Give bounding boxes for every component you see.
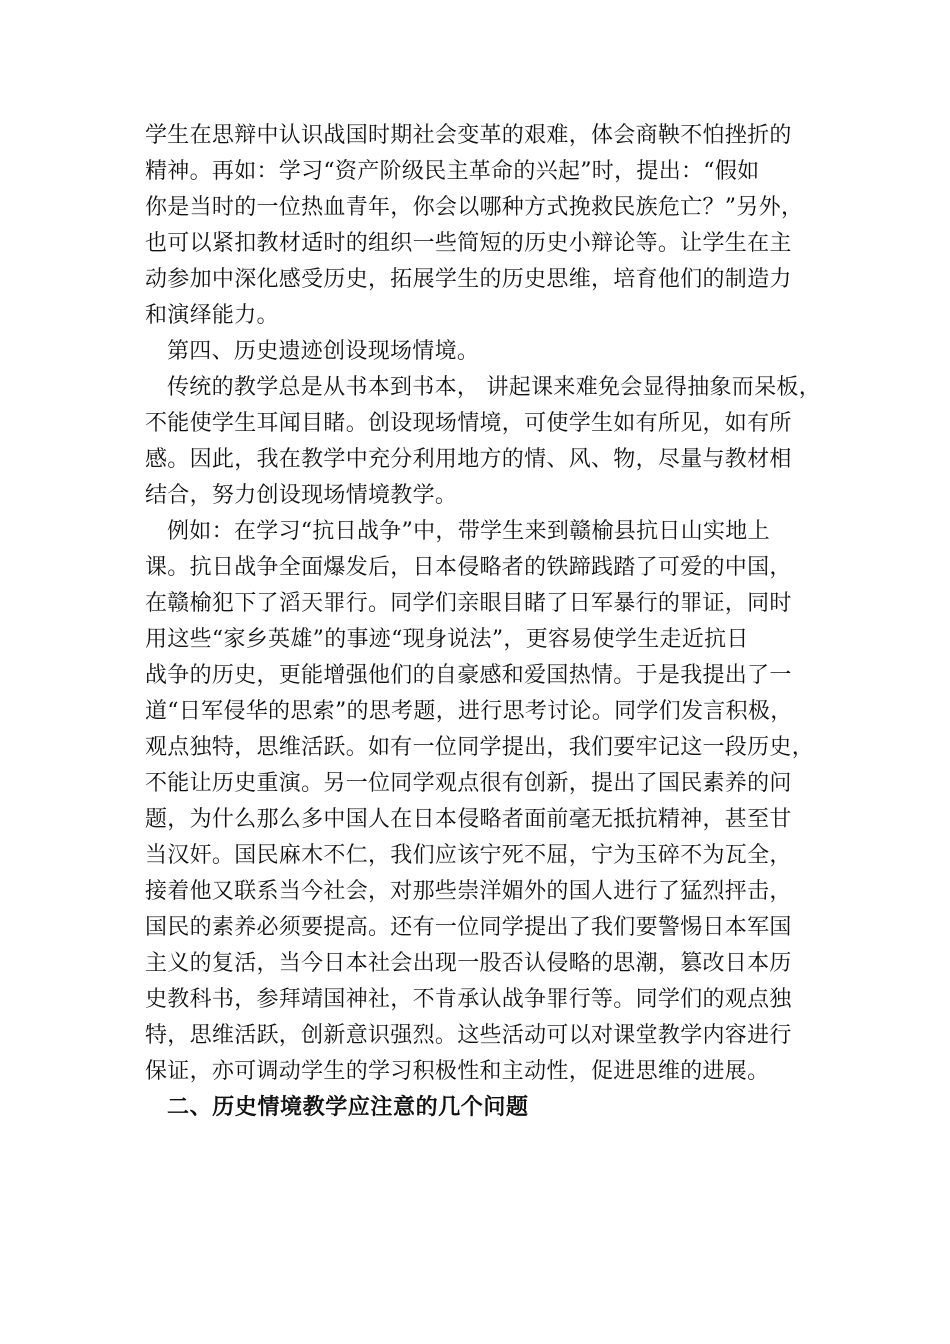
paragraph-line: 感。因此，我在教学中充分利用地方的情、风、物，尽量与教材相 [145,447,792,472]
paragraph-line: 在赣榆犯下了滔天罪行。同学们亲眼目睹了日军暴行的罪证，同时 [145,591,792,616]
paragraph-line: 保证，亦可调动学生的学习积极性和主动性，促进思维的进展。 [145,1059,770,1084]
paragraph-line: 你是当时的一位热血青年，你会以哪种方式挽救民族危亡？”另外， [145,195,804,220]
paragraph-line: 观点独特，思维活跃。如有一位同学提出，我们要牢记这一段历史， [145,735,815,760]
paragraph-line: 主义的复活，当今日本社会出现一股否认侵略的思潮，篡改日本历 [145,951,792,976]
section-subheading: 第四、历史遗迹创设现场情境。 [167,339,480,364]
paragraph-line: 接着他又联系当今社会，对那些崇洋媚外的国人进行了猛烈抨击， [145,879,792,904]
paragraph-line: 当汉奸。国民麻木不仁，我们应该宁死不屈，宁为玉碎不为瓦全， [145,843,792,868]
paragraph-line: 传统的教学总是从书本到书本， 讲起课来难免会显得抽象而呆板， [167,375,821,400]
paragraph-line: 道“日军侵华的思索”的思考题，进行思考讨论。同学们发言积极， [145,699,793,724]
paragraph-line: 结合，努力创设现场情境教学。 [145,483,458,508]
paragraph-line: 题，为什么那么多中国人在日本侵略者面前毫无抵抗精神，甚至甘 [145,807,792,832]
paragraph-line: 动参加中深化感受历史，拓展学生的历史思维，培育他们的制造力 [145,267,792,292]
paragraph-line: 用这些“家乡英雄”的事迹“现身说法”，更容易使学生走近抗日 [145,627,749,652]
paragraph-line: 不能使学生耳闻目睹。创设现场情境，可使学生如有所见，如有所 [145,411,792,436]
paragraph-line: 不能让历史重演。另一位同学观点很有创新，提出了国民素养的问 [145,771,792,796]
paragraph-line: 和演绎能力。 [145,303,279,328]
section-heading: 二、历史情境教学应注意的几个问题 [167,1095,529,1120]
paragraph-line: 例如：在学习“抗日战争”中，带学生来到赣榆县抗日山实地上 [167,519,770,544]
paragraph-line: 课。抗日战争全面爆发后，日本侵略者的铁蹄践踏了可爱的中国， [145,555,792,580]
paragraph-line: 精神。再如：学习“资产阶级民主革命的兴起”时，提出：“假如 [145,159,760,184]
paragraph-line: 学生在思辩中认识战国时期社会变革的艰难，体会商鞅不怕挫折的 [145,123,792,148]
paragraph-line: 也可以紧扣教材适时的组织一些简短的历史小辩论等。让学生在主 [145,231,792,256]
paragraph-line: 战争的历史，更能增强他们的自豪感和爱国热情。于是我提出了一 [145,663,792,688]
paragraph-line: 特，思维活跃，创新意识强烈。这些活动可以对课堂教学内容进行 [145,1023,792,1048]
paragraph-line: 国民的素养必须要提高。还有一位同学提出了我们要警惕日本军国 [145,915,792,940]
paragraph-line: 史教科书，参拜靖国神社，不肯承认战争罪行等。同学们的观点独 [145,987,792,1012]
